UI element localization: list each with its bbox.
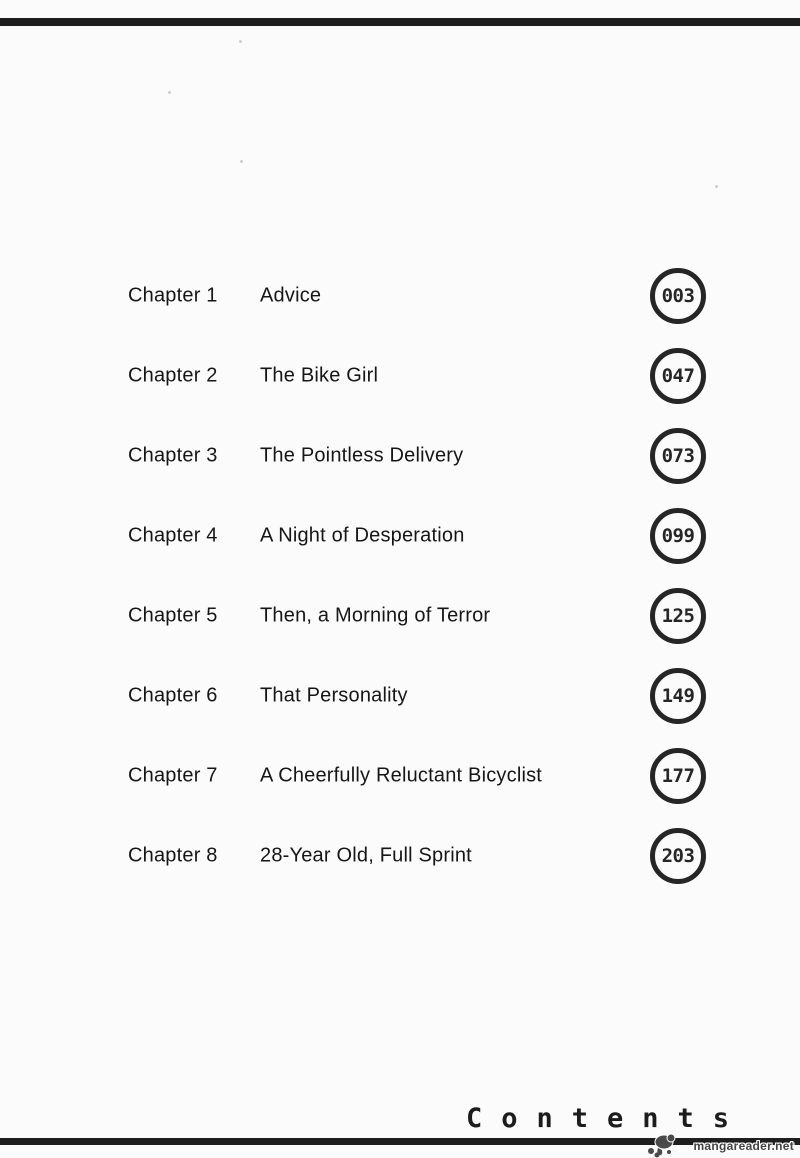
- scan-speck: [715, 185, 718, 188]
- chapter-title: A Night of Desperation: [260, 524, 465, 547]
- chapter-label: Chapter 6: [128, 684, 218, 707]
- chapter-label: Chapter 2: [128, 364, 218, 387]
- chapter-title: Advice: [260, 284, 322, 307]
- page-title: Contents: [466, 1103, 749, 1134]
- toc-row: [0, 348, 800, 404]
- page-number: 125: [661, 604, 695, 627]
- chapter-label: Chapter 4: [128, 524, 218, 547]
- table-of-contents: [0, 268, 800, 908]
- scan-speck: [240, 160, 243, 163]
- page-number-circle: [650, 348, 706, 404]
- watermark-text: mangareader.net: [693, 1139, 794, 1153]
- chapter-title: The Bike Girl: [260, 364, 379, 387]
- page-number: 149: [661, 684, 695, 707]
- toc-row: [0, 428, 800, 484]
- page-number-circle: [650, 268, 706, 324]
- page-number: 047: [661, 364, 695, 387]
- toc-row: [0, 828, 800, 884]
- page-number: 003: [661, 284, 695, 307]
- watermark: [644, 1132, 794, 1158]
- toc-row: [0, 748, 800, 804]
- chapter-title: Then, a Morning of Terror: [260, 604, 491, 627]
- toc-row: [0, 508, 800, 564]
- chapter-title: The Pointless Delivery: [260, 444, 464, 467]
- page-number: 177: [661, 764, 695, 787]
- page-number-circle: [650, 668, 706, 724]
- page-number-circle: [650, 588, 706, 644]
- page-number: 099: [661, 524, 695, 547]
- chapter-title: A Cheerfully Reluctant Bicyclist: [260, 764, 543, 787]
- page-number-circle: [650, 748, 706, 804]
- page-number-circle: [650, 508, 706, 564]
- chapter-label: Chapter 7: [128, 764, 218, 787]
- chapter-title: 28-Year Old, Full Sprint: [260, 844, 472, 867]
- page-number-circle: [650, 828, 706, 884]
- scan-speck: [168, 91, 171, 94]
- chapter-label: Chapter 1: [128, 284, 218, 307]
- chapter-label: Chapter 5: [128, 604, 218, 627]
- chapter-title: That Personality: [260, 684, 408, 707]
- page-number: 203: [661, 844, 695, 867]
- toc-row: [0, 588, 800, 644]
- scan-speck: [239, 40, 242, 43]
- toc-row: [0, 268, 800, 324]
- mangareader-logo-icon: [644, 1132, 678, 1158]
- chapter-label: Chapter 8: [128, 844, 218, 867]
- page-number: 073: [661, 444, 695, 467]
- page-number-circle: [650, 428, 706, 484]
- chapter-label: Chapter 3: [128, 444, 218, 467]
- toc-row: [0, 668, 800, 724]
- top-rule: [0, 18, 800, 26]
